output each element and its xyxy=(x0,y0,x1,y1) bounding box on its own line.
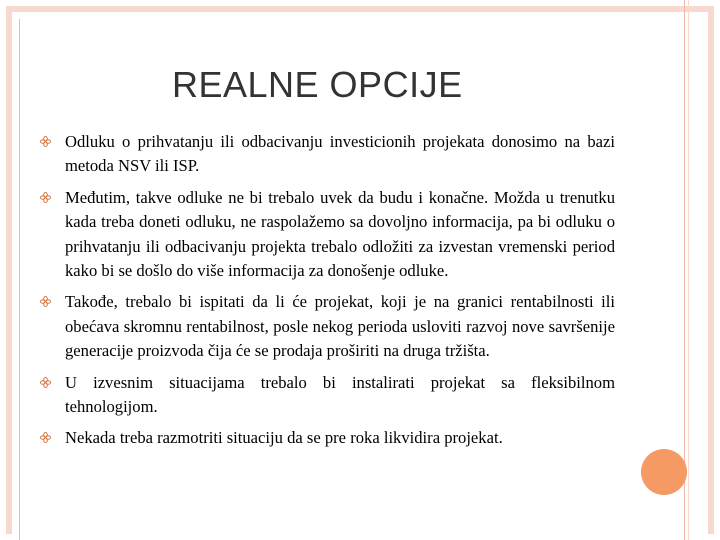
bullet-item xyxy=(40,130,615,179)
bullet-text: Odluku o prihvatanju ili odbacivanju investicionih projekata donosimo na bazi metoda NSV ili ISP. xyxy=(65,132,615,176)
bullet-text: Takođe, trebalo bi ispitati da li će projekat, koji je na granici rentabilnosti ili obećava skromnu rentabilnost, posle nekog perioda usloviti razvoj nove savršenije generacije proizvoda čija će se prodaja proširiti na druga tržišta. xyxy=(65,292,615,361)
four-petal-flower-icon xyxy=(40,296,51,307)
four-petal-flower-icon xyxy=(40,136,51,147)
bullet-text: Međutim, takve odluke ne bi trebalo uvek da budu i konačne. Možda u trenutku kada treba doneti odluku, ne raspolažemo sa dovoljno informacija, pa bi odluku o prihvatanju ili odbacivanju projekta trebalo odložiti za izvestan vremenski period kako bi se došlo do više informacija za donošenje odluke. xyxy=(65,187,615,281)
bullet-item xyxy=(40,371,615,420)
four-petal-flower-icon xyxy=(40,192,51,203)
bullet-item xyxy=(40,290,615,363)
slide-title: REALNE OPCIJE xyxy=(172,64,463,105)
right-rule-line xyxy=(684,0,685,540)
four-petal-flower-icon xyxy=(40,377,51,388)
frame-inner-line xyxy=(19,19,20,540)
four-petal-flower-icon xyxy=(40,432,51,443)
accent-circle xyxy=(641,449,687,495)
bullet-list xyxy=(40,130,615,458)
bullet-item xyxy=(40,426,615,450)
bullet-item xyxy=(40,186,615,284)
bullet-text: Nekada treba razmotriti situaciju da se pre roka likvidira projekat. xyxy=(65,428,503,448)
bullet-text: U izvesnim situacijama trebalo bi instalirati projekat sa fleksibilnom tehnologijom. xyxy=(65,372,615,417)
right-rule-line-light xyxy=(688,0,689,540)
